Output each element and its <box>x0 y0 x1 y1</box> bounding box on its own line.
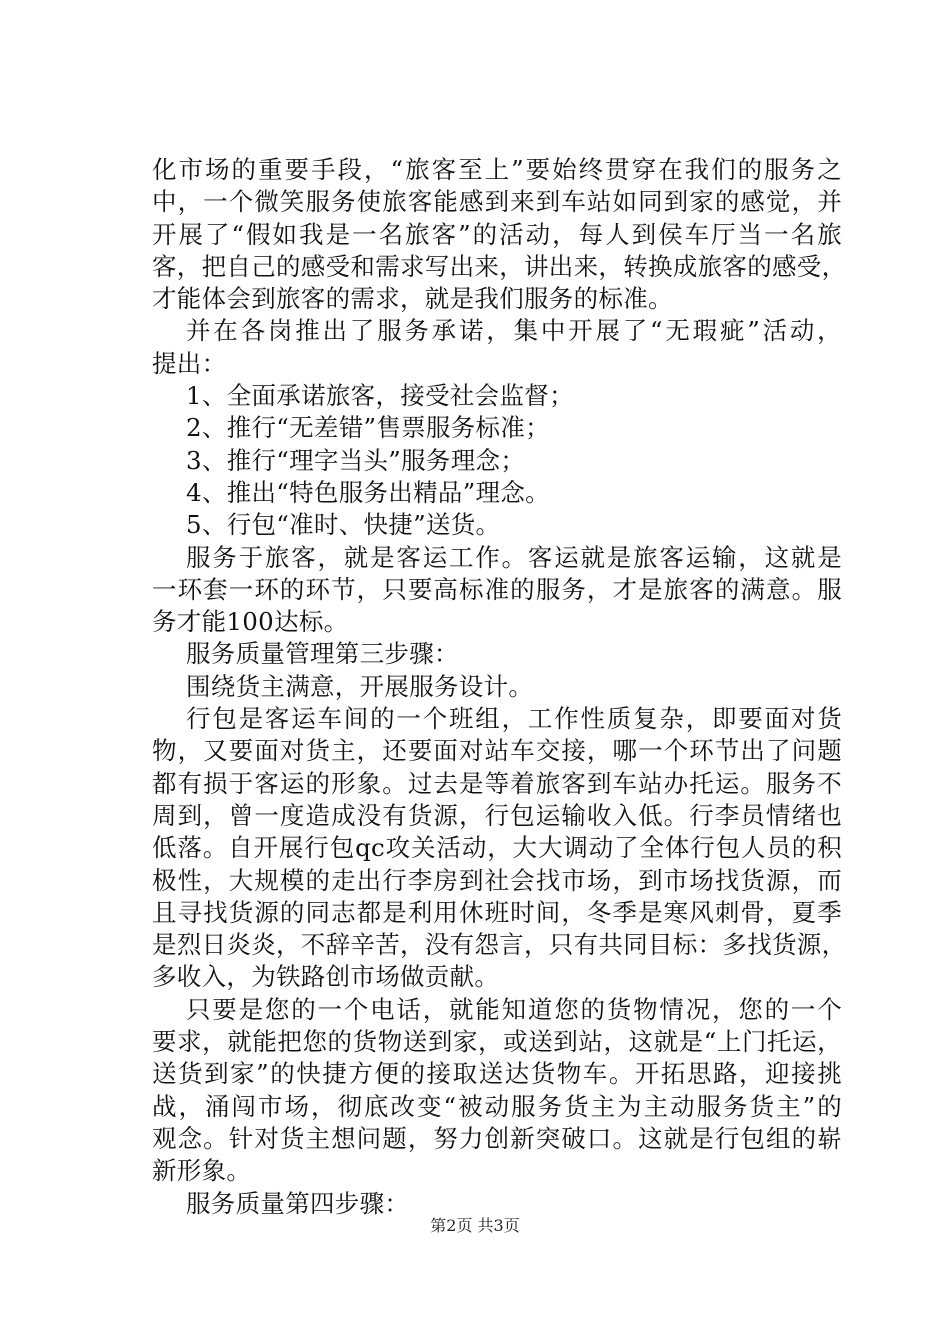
text-line: 客，把自己的感受和需求写出来，讲出来，转换成旅客的感受， <box>152 251 847 281</box>
text-line: 要求，就能把您的货物送到家，或送到站，这就是“上门托运， <box>152 1027 842 1057</box>
text-line: 服务于旅客，就是客运工作。客运就是旅客运输，这就是 <box>186 542 842 572</box>
text-line: 开展了“假如我是一名旅客”的活动，每人到侯车厅当一名旅 <box>152 219 842 249</box>
text-line: 中，一个微笑服务使旅客能感到来到车站如同到家的感觉，并 <box>152 187 842 217</box>
text-line: 观念。针对货主想问题，努力创新突破口。这就是行包组的崭 <box>152 1123 842 1153</box>
text-line: 并在各岗推出了服务承诺，集中开展了“无瑕疵”活动， <box>186 316 842 346</box>
text-line: 新形象。 <box>152 1156 252 1186</box>
text-line: 都有损于客运的形象。过去是等着旅客到车站办托运。服务不 <box>152 768 842 798</box>
text-line: 是烈日炎炎，不辞辛苦，没有怨言，只有共同目标：多找货源， <box>152 930 847 960</box>
text-line: 服务质量管理第三步骤： <box>186 639 459 669</box>
text-line: 务才能100达标。 <box>152 607 349 637</box>
text-line: 且寻找货源的同志都是利用休班时间，冬季是寒风刺骨，夏季 <box>152 897 842 927</box>
text-line: 低落。自开展行包qc攻关活动，大大调动了全体行包人员的积 <box>152 833 842 863</box>
text-line: 1、全面承诺旅客，接受社会监督； <box>186 381 574 411</box>
text-line: 2、推行“无差错”售票服务标准； <box>186 413 550 443</box>
text-line: 周到，曾一度造成没有货源，行包运输收入低。行李员情绪也 <box>152 800 842 830</box>
text-line: 多收入，为铁路创市场做贡献。 <box>152 962 500 992</box>
text-line: 5、行包“准时、快捷”送货。 <box>186 510 501 540</box>
text-line: 化市场的重要手段，“旅客至上”要始终贯穿在我们的服务之 <box>152 155 842 184</box>
text-line: 送货到家”的快捷方便的接取送达货物车。开拓思路，迎接挑 <box>152 1059 842 1089</box>
text-line: 提出： <box>152 348 227 378</box>
page-footer: 第2页 共3页 <box>430 1216 520 1235</box>
text-line: 一环套一环的环节，只要高标准的服务，才是旅客的满意。服 <box>152 574 842 604</box>
text-line: 4、推出“特色服务出精品”理念。 <box>186 477 550 507</box>
text-line: 战，涌闯市场，彻底改变“被动服务货主为主动服务货主”的 <box>152 1091 842 1121</box>
text-line: 才能体会到旅客的需求，就是我们服务的标准。 <box>152 284 673 314</box>
text-line: 只要是您的一个电话，就能知道您的货物情况，您的一个 <box>186 994 842 1024</box>
text-line: 极性，大规模的走出行李房到社会找市场，到市场找货源，而 <box>152 865 842 895</box>
text-line: 物，又要面对货主，还要面对站车交接，哪一个环节出了问题 <box>152 736 842 766</box>
text-line: 行包是客运车间的一个班组，工作性质复杂，即要面对货 <box>186 704 842 734</box>
text-line: 围绕货主满意，开展服务设计。 <box>186 671 534 701</box>
document-body <box>152 154 847 1220</box>
text-line: 服务质量第四步骤： <box>186 1188 410 1218</box>
text-line: 3、推行“理字当头”服务理念； <box>186 445 526 475</box>
